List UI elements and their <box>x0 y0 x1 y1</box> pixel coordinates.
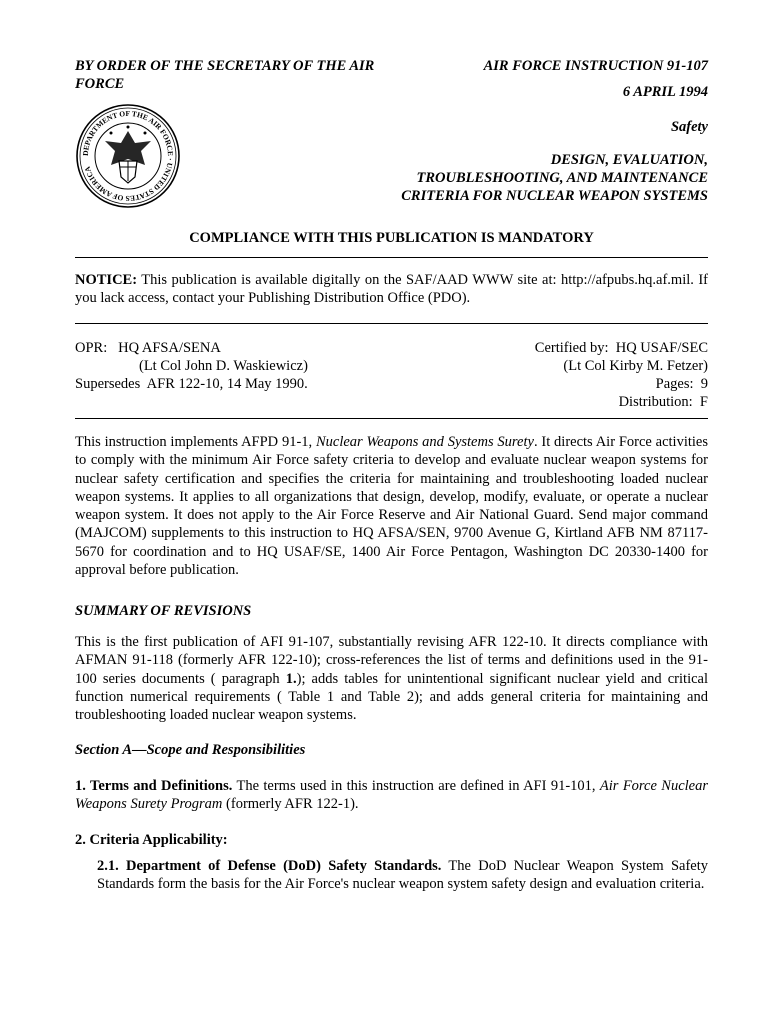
notice-label: NOTICE: <box>75 272 138 288</box>
paragraph-2-1-heading: 2.1. Department of Defense (DoD) Safety Standards. <box>97 858 442 874</box>
paragraph-ref: 1. <box>285 670 297 687</box>
summary-text: This is the first publication of AFI 91-107, substantially revising AFR 122-10. It directs compliance with AFMAN 91-118 (formerly AFR 122-10); cross-references the list of terms and definitions used in the 91-100 series documents ( paragraph <box>75 634 708 687</box>
summary-paragraph <box>75 633 708 724</box>
paragraph-1-text: (formerly AFR 122-1). <box>222 796 359 813</box>
paragraph-1-heading: 1. Terms and Definitions. <box>75 778 233 794</box>
notice <box>75 271 708 308</box>
seal-lettering: DEPARTMENT OF THE AIR FORCE · UNITED STATES OF AMERICA <box>80 108 176 204</box>
paragraph-2-1 <box>97 857 708 894</box>
certified-by: Certified by: HQ USAF/SEC <box>534 340 708 356</box>
publication-date: 6 APRIL 1994 <box>622 84 708 100</box>
afpd-title: Nuclear Weapons and Systems Surety <box>315 434 534 450</box>
supersedes: Supersedes AFR 122-10, 14 May 1990. <box>75 376 308 392</box>
paragraph-1 <box>75 777 708 814</box>
title-line: CRITERIA FOR NUCLEAR WEAPON SYSTEMS <box>401 188 708 204</box>
title-line: DESIGN, EVALUATION, <box>550 152 708 168</box>
category: Safety <box>670 119 708 135</box>
opr-person: (Lt Col John D. Waskiewicz) <box>139 358 308 374</box>
summary-text: ); adds tables for unintentional significant nuclear yield and critical function numerical requirements ( Table 1 and Table 2); and adds general criteria for maintaining and troubleshooting loaded nuclear weapon systems. <box>75 670 708 724</box>
intro-text: . It directs Air Force activities to comply with the minimum Air Force safety criteria to develop and evaluate nuclear weapon systems for nuclear safety certification and specifies the criteria for maintaining and troubleshooting loaded nuclear weapon systems. It applies to all organizations that design, develop, modify, evaluate, or operate a nuclear weapon system. It does not apply to the Air Force Reserve and Air National Guard. Send major command (MAJCOM) supplements to this instruction to HQ AFSA/SEN, 9700 Avenue G, Kirtland AFB NM 87117-5670 for coordination and to HQ USAF/SE, 1400 Air Force Pentagon, Washington DC 20330-1400 for approval before publication. <box>75 434 709 579</box>
notice-text: This publication is available digitally on the SAF/AAD WWW site at: http://afpubs.hq.af.mil. If you lack access, contact your Publishing Distribution Office (PDO). <box>75 272 708 307</box>
paragraph-2-heading: 2. Criteria Applicability: <box>75 832 228 848</box>
air-force-seal-icon <box>75 103 181 209</box>
certifier-person: (Lt Col Kirby M. Fetzer) <box>563 358 708 374</box>
opr-office: OPR: HQ AFSA/SENA <box>75 340 221 356</box>
document-title <box>300 151 708 205</box>
compliance-statement: COMPLIANCE WITH THIS PUBLICATION IS MANDATORY <box>189 230 594 246</box>
distribution: Distribution: F <box>618 394 708 410</box>
divider <box>75 418 708 419</box>
paragraph-1-text: The terms used in this instruction are defined in AFI 91-101, <box>232 778 600 794</box>
opr-block <box>75 339 308 393</box>
afi-title: Air Force Nuclear Weapons Surety Program <box>75 778 708 813</box>
divider <box>75 323 708 324</box>
certification-block <box>400 339 708 411</box>
paragraph-2-1-text: The DoD Nuclear Weapon System Safety Standards form the basis for the Air Force's nuclear weapon system safety design and evaluation criteria. <box>97 858 708 893</box>
page-count: Pages: 9 <box>655 376 708 392</box>
title-line: TROUBLESHOOTING, AND MAINTENANCE <box>416 170 708 186</box>
intro-paragraph <box>75 433 708 579</box>
summary-heading: SUMMARY OF REVISIONS <box>75 603 252 619</box>
intro-text: This instruction implements AFPD 91-1, <box>75 434 316 450</box>
issuing-authority: BY ORDER OF THE SECRETARY OF THE AIR FORCE <box>75 58 375 92</box>
section-heading: Section A—Scope and Responsibilities <box>75 742 306 758</box>
instruction-number: AIR FORCE INSTRUCTION 91-107 <box>483 58 708 74</box>
divider <box>75 257 708 258</box>
